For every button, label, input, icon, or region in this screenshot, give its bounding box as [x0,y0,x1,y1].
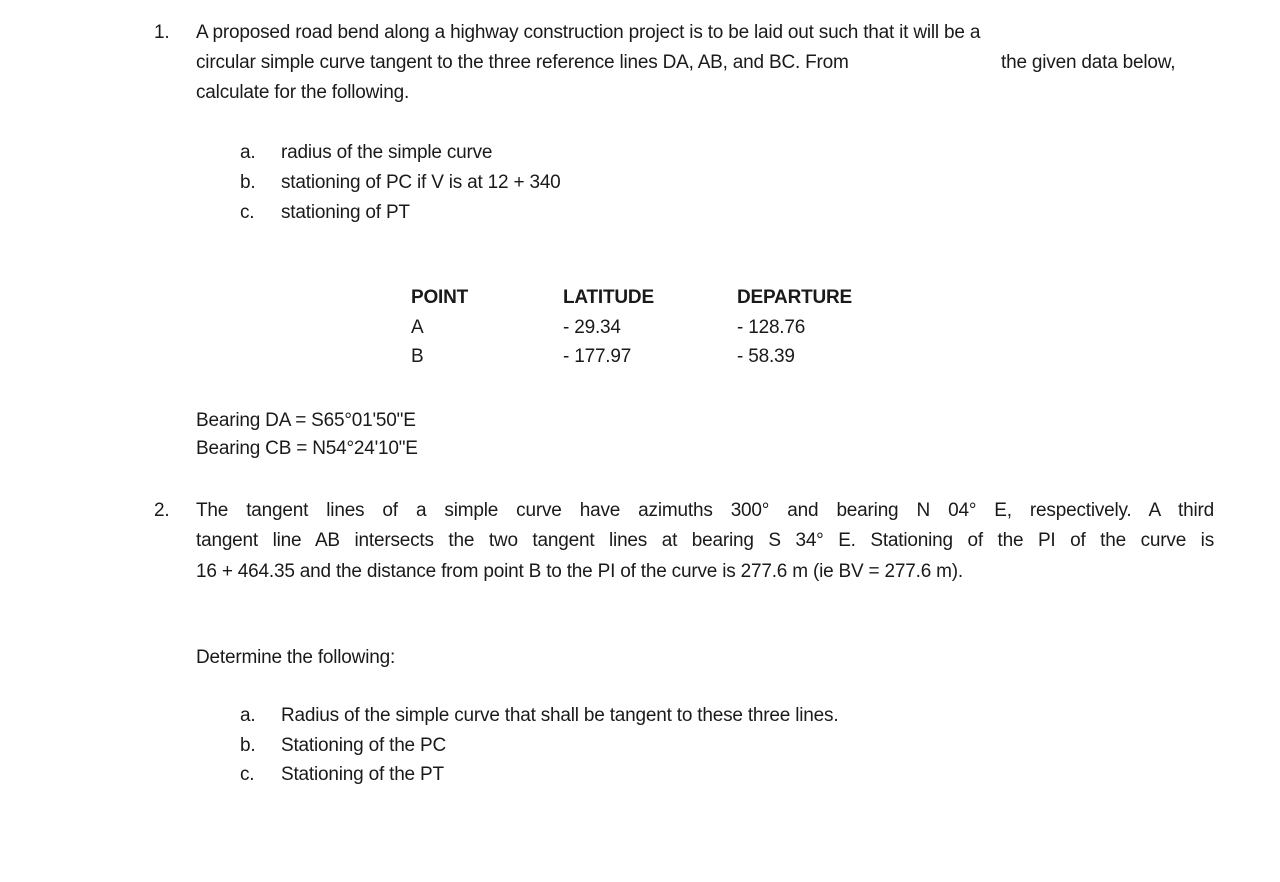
table-cell-point: B [411,346,424,367]
problem-1-line-1: A proposed road bend along a highway construction project is to be laid out such that it will be a [196,22,981,43]
table-header-latitude: LATITUDE [563,287,654,308]
table-cell-latitude: - 29.34 [563,317,621,338]
table-header-point: POINT [411,287,469,308]
list-item: Stationing of the PC [281,735,446,756]
problem-2-line-2: tangent line AB intersects the two tangent lines at bearing S 34° E. Stationing of the PI of the curve is [196,530,1214,551]
list-item: Radius of the simple curve that shall be tangent to these three lines. [281,705,839,726]
list-item: stationing of PC if V is at 12 + 340 [281,172,561,193]
table-cell-latitude: - 177.97 [563,346,632,367]
table-header-departure: DEPARTURE [737,287,853,308]
problem-1-line-3: calculate for the following. [196,82,410,103]
problem-2-line-1: The tangent lines of a simple curve have azimuths 300° and bearing N 04° E, respectively. A third [196,500,1214,521]
list-item-letter: b. [240,172,256,193]
table-cell-departure: - 128.76 [737,317,806,338]
table-cell-point: A [411,317,424,338]
problem-2-prompt: Determine the following: [196,647,396,668]
list-item: radius of the simple curve [281,142,493,163]
list-item-letter: c. [240,764,255,785]
list-item-letter: a. [240,142,256,163]
list-item: stationing of PT [281,202,410,223]
problem-1-line-2: circular simple curve tangent to the three reference lines DA, AB, and BC. From [196,52,849,73]
list-item-letter: c. [240,202,255,223]
problem-1-number: 1. [154,22,170,43]
problem-2-number: 2. [154,500,170,521]
bearing-cb: Bearing CB = N54°24'10"E [196,438,418,459]
problem-2-line-3: 16 + 464.35 and the distance from point B to the PI of the curve is 277.6 m (ie BV = 277.6 m). [196,561,963,582]
bearing-da: Bearing DA = S65°01'50"E [196,410,416,431]
list-item: Stationing of the PT [281,764,444,785]
table-cell-departure: - 58.39 [737,346,795,367]
problem-1-line-2-tail: the given data below, [1001,52,1176,73]
list-item-letter: b. [240,735,256,756]
list-item-letter: a. [240,705,256,726]
